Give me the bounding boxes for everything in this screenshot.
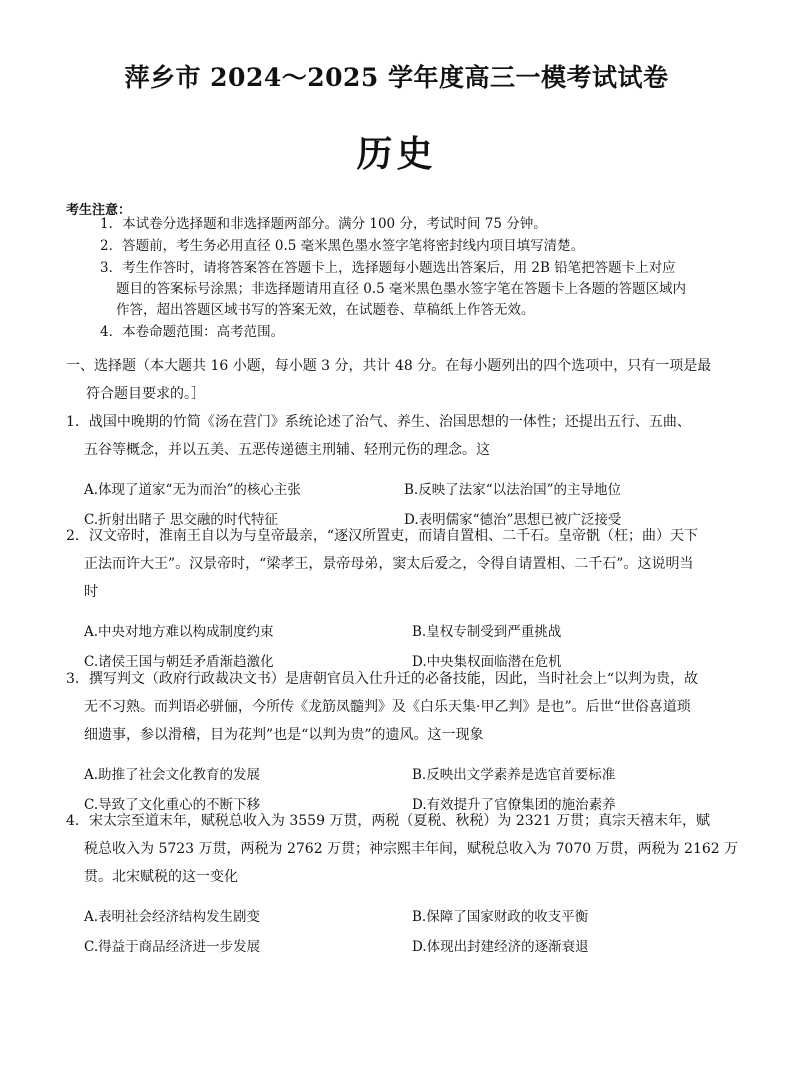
question-1-option-d[interactable]: D.表明儒家“德治”思想已被广泛接受 xyxy=(404,512,622,528)
question-3-text: 无不习熟。而判语必骈俪，今所传《龙筋凤髓判》及《白乐天集·甲乙判》是也”。后世“世俗喜道琐 xyxy=(84,699,691,715)
question-2-text: 2．汉文帝时，淮南王自以为与皇帝最亲，“逐汉所置吏，而请自置相、二千石。皇帝骪（枉；曲）天下 xyxy=(66,528,699,544)
notice-item: 3．考生作答时，请将答案答在答题卡上，选择题每小题选出答案后，用 2B 铅笔把答题卡上对应 xyxy=(100,260,676,276)
question-3-text: 细遗事，参以滑稽，目为花判”也是“以判为贵”的遗风。这一现象 xyxy=(84,727,484,743)
section-heading: 一、选择题（本大题共 16 小题，每小题 3 分，共计 48 分。在每小题列出的四个选项中，只有一项是最 xyxy=(66,358,712,374)
question-4-text: 4．宋太宗至道末年，赋税总收入为 3559 万贯，两税（夏税、秋税）为 2321 万贯；真宗天禧末年，赋 xyxy=(66,813,710,829)
notice-heading: 考生注意： xyxy=(66,203,132,218)
subject-title: 历史 xyxy=(356,133,437,175)
notice-item: 1．本试卷分选择题和非选择题两部分。满分 100 分，考试时间 75 分钟。 xyxy=(100,216,547,232)
question-2-option-b[interactable]: B.皇权专制受到严重挑战 xyxy=(412,624,562,640)
question-4-option-c[interactable]: C.得益于商品经济进一步发展 xyxy=(84,939,261,955)
notice-item: 题目的答案标号涂黑；非选择题请用直径 0.5 毫米黑色墨水签字笔在答题卡上各题的答题区域内 xyxy=(116,281,687,297)
question-4-text: 税总收入为 5723 万贯，两税为 2762 万贯；神宗熙丰年间，赋税总收入为 7070 万贯，两税为 2162 万 xyxy=(84,841,739,857)
question-2-text: 正法而许大王”。汉景帝时，“梁孝王，景帝母弟，窦太后爱之，令得自请置相、二千石”。这说明当 xyxy=(84,556,694,572)
notice-item: 作答，超出答题区域书写的答案无效，在试题卷、草稿纸上作答无效。 xyxy=(116,302,535,318)
question-1-option-b[interactable]: B.反映了法家“以法治国”的主导地位 xyxy=(404,482,622,498)
question-3-option-c[interactable]: C.导致了文化重心的不断下移 xyxy=(84,797,261,813)
notice-item: 2．答题前，考生务必用直径 0.5 毫米黑色墨水签字笔将密封线内项目填写清楚。 xyxy=(100,238,585,254)
question-2-option-a[interactable]: A.中央对地方难以构成制度约束 xyxy=(84,624,274,640)
question-4-text: 贯。北宋赋税的这一变化 xyxy=(84,869,238,885)
notice-item: 4．本卷命题范围：高考范围。 xyxy=(100,324,285,340)
question-3-text: 3．撰写判文（政府行政裁决文书）是唐朝官员入仕升迁的必备技能，因此，当时社会上“以判为贵，故 xyxy=(66,671,699,687)
question-4-option-d[interactable]: D.体现出封建经济的逐渐衰退 xyxy=(412,939,589,955)
question-4-option-b[interactable]: B.保障了国家财政的收支平衡 xyxy=(412,909,589,925)
section-heading-cont: 符合题目要求的。］ xyxy=(86,386,205,402)
question-3-option-b[interactable]: B.反映出文学素养是选官首要标准 xyxy=(412,767,616,783)
question-2-option-c[interactable]: C.诸侯王国与朝廷矛盾渐趋激化 xyxy=(84,654,274,670)
question-3-option-a[interactable]: A.助推了社会文化教育的发展 xyxy=(84,767,261,783)
question-1-text: 1．战国中晚期的竹简《汤在营门》系统论述了治气、养生、治国思想的一体性；还提出五行、五曲、 xyxy=(66,414,691,430)
question-1-text: 五谷等概念，并以五美、五恶传递德主刑辅、轻刑元伤的理念。这 xyxy=(84,442,490,458)
question-2-option-d[interactable]: D.中央集权面临潜在危机 xyxy=(412,654,562,670)
exam-title: 萍乡市 2024～2025 学年度高三一模考试试卷 xyxy=(124,63,669,92)
question-2-text: 时 xyxy=(84,584,98,600)
question-1-option-c[interactable]: C.折射出睹子 思交融的时代特征 xyxy=(84,512,278,528)
question-3-option-d[interactable]: D.有效提升了官僚集团的施治素养 xyxy=(412,797,616,813)
question-4-option-a[interactable]: A.表明社会经济结构发生剧变 xyxy=(84,909,261,925)
question-1-option-a[interactable]: A.体现了道家“无为而治”的核心主张 xyxy=(84,482,301,498)
